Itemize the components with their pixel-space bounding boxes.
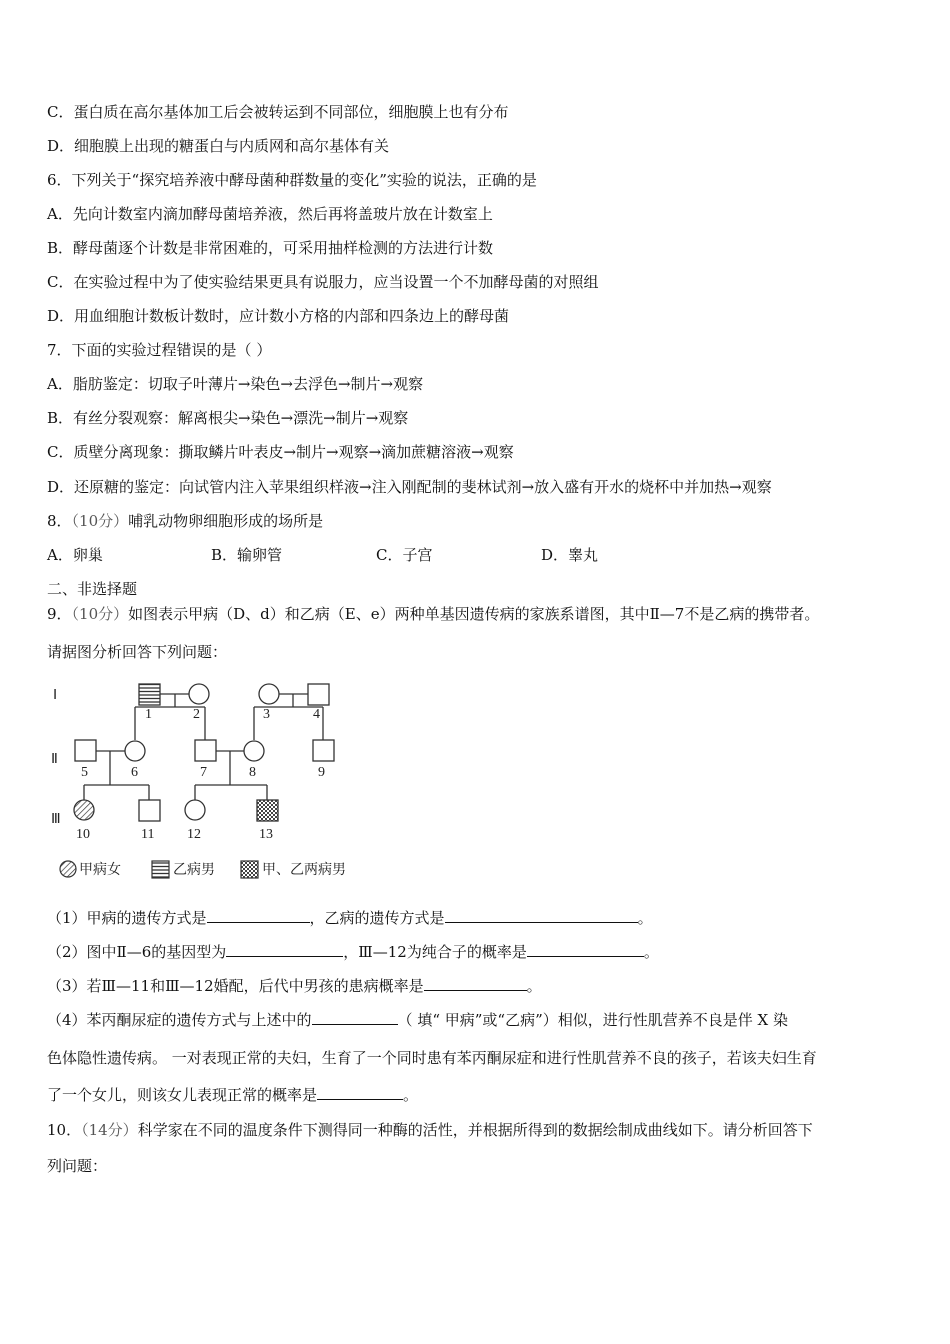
- q10-number: 10．: [47, 1121, 82, 1139]
- q8-stem-line: [47, 511, 323, 531]
- legend-male-b-symbol: [152, 861, 169, 878]
- individual-8-female: [244, 741, 264, 761]
- individual-3-female: [259, 684, 279, 704]
- q7-option-a: A．脂肪鉴定：切取子叶薄片→染色→去浮色→制片→观察: [47, 375, 424, 393]
- label-2: 2: [193, 707, 200, 722]
- legend-male-ab-symbol: [241, 861, 258, 878]
- q6-option-d: D．用血细胞计数板计数时，应计数小方格的内部和四条边上的酵母菌: [47, 307, 510, 325]
- generation-label-ii: Ⅱ: [51, 752, 58, 767]
- label-5: 5: [81, 765, 88, 780]
- q9-stem-line: [47, 604, 819, 624]
- individual-11-male: [139, 800, 160, 821]
- q9-stem-2: 请据图分析回答下列问题：: [47, 643, 228, 661]
- q9-sub4-text-a: （4）苯丙酮尿症的遗传方式与上述中的: [47, 1011, 312, 1029]
- q10-stem: 科学家在不同的温度条件下测得同一种酶的活性，并根据所得到的数据绘制成曲线如下。请分析回答下: [137, 1121, 813, 1139]
- q9-sub4-blank-2[interactable]: [317, 1085, 403, 1100]
- q10-stem-2: 列问题：: [47, 1157, 108, 1175]
- label-11: 11: [141, 827, 155, 842]
- q6-option-a: A．先向计数室内滴加酵母菌培养液，然后再将盖玻片放在计数室上: [47, 205, 493, 223]
- q9-sub4-line2: 色体隐性遗传病。 一对表现正常的夫妇，生育了一个同时患有苯丙酮尿症和进行性肌营养不良的孩子，若该夫妇生育: [47, 1049, 817, 1067]
- q5-option-d: D．细胞膜上出现的糖蛋白与内质网和高尔基体有关: [47, 137, 390, 155]
- individual-2-female: [189, 684, 209, 704]
- q8-option-a: A．卵巢: [47, 546, 103, 564]
- individual-10-affected-female-a: [74, 800, 94, 820]
- individual-4-male: [308, 684, 329, 705]
- label-3: 3: [263, 707, 270, 722]
- q9-sub1-text-c: 。: [637, 909, 653, 927]
- q7-stem: 7．下面的实验过程错误的是（ ）: [47, 341, 272, 359]
- pedigree-chart: [47, 676, 377, 886]
- q8-number: 8．: [47, 512, 72, 530]
- q8-option-d: D．睾丸: [541, 546, 599, 564]
- q9-sub3-text-a: （3）若Ⅲ—11和Ⅲ—12婚配，后代中男孩的患病概率是: [47, 977, 424, 995]
- generation-label-i: Ⅰ: [53, 688, 58, 703]
- q9-sub1-text-a: （1）甲病的遗传方式是: [47, 909, 207, 927]
- q9-sub4-text-d: 了一个女儿，则该女儿表现正常的概率是: [47, 1086, 318, 1104]
- label-12: 12: [187, 827, 201, 842]
- generation-label-iii: Ⅲ: [51, 812, 61, 827]
- q9-sub2-blank-2[interactable]: [527, 942, 644, 957]
- q9-sub1-text-b: ，乙病的遗传方式是: [309, 909, 445, 927]
- legend-male-ab-label: 甲、乙两病男: [262, 863, 346, 878]
- label-10: 10: [76, 827, 90, 842]
- q6-option-b: B．酵母菌逐个计数是非常困难的，可采用抽样检测的方法进行计数: [47, 239, 494, 257]
- section-heading: 二、非选择题: [47, 580, 138, 598]
- q9-sub1-blank-2[interactable]: [445, 908, 638, 923]
- label-1: 1: [145, 707, 152, 722]
- legend-female-a-symbol: [60, 861, 76, 877]
- q9-sub2-text-c: 。: [643, 943, 659, 961]
- individual-13-affected-male-ab: [257, 800, 278, 821]
- q10-score: （14分）: [81, 1121, 138, 1139]
- q9-sub4-blank-1[interactable]: [312, 1010, 398, 1025]
- q9-sub2-text-b: ，Ⅲ—12为纯合子的概率是: [343, 943, 527, 961]
- q9-sub2: [47, 942, 659, 962]
- q8-option-b: B．输卵管: [211, 546, 283, 564]
- q8-option-c: C．子宫: [376, 546, 433, 564]
- individual-1-affected-male-b: [139, 684, 160, 705]
- q5-option-c: C．蛋白质在高尔基体加工后会被转运到不同部位，细胞膜上也有分布: [47, 103, 509, 121]
- label-6: 6: [131, 765, 138, 780]
- label-9: 9: [318, 765, 325, 780]
- q9-number: 9．: [47, 605, 72, 623]
- individual-6-female: [125, 741, 145, 761]
- q9-sub4-line3: [47, 1085, 418, 1105]
- q9-sub1-blank-1[interactable]: [207, 908, 310, 923]
- q9-sub3: [47, 976, 542, 996]
- legend-male-b-label: 乙病男: [173, 863, 215, 878]
- label-8: 8: [249, 765, 256, 780]
- q9-sub2-text-a: （2）图中Ⅱ—6的基因型为: [47, 943, 227, 961]
- individual-5-male: [75, 740, 96, 761]
- q8-score: （10分）: [71, 512, 129, 530]
- individual-12-female: [185, 800, 205, 820]
- q7-option-c: C．质壁分离现象：撕取鳞片叶表皮→制片→观察→滴加蔗糖溶液→观察: [47, 443, 514, 461]
- q9-sub2-blank-1[interactable]: [226, 942, 343, 957]
- q6-option-c: C．在实验过程中为了使实验结果更具有说服力，应当设置一个不加酵母菌的对照组: [47, 273, 599, 291]
- q9-stem: 如图表示甲病（D、d）和乙病（E、e）两种单基因遗传病的家族系谱图，其中Ⅱ—7不是乙病的携带者。: [128, 605, 820, 623]
- q7-option-b: B．有丝分裂观察：解离根尖→染色→漂洗→制片→观察: [47, 409, 409, 427]
- q7-option-d: D．还原糖的鉴定：向试管内注入苹果组织样液→注入刚配制的斐林试剂→放入盛有开水的烧杯中并加热→观察: [47, 478, 772, 496]
- q10-stem-line: [47, 1120, 813, 1140]
- q6-stem: 6．下列关于“探究培养液中酵母菌种群数量的变化”实验的说法，正确的是: [47, 171, 537, 189]
- q8-stem: 哺乳动物卵细胞形成的场所是: [128, 512, 324, 530]
- label-7: 7: [200, 765, 207, 780]
- q9-sub1: [47, 908, 653, 928]
- q9-sub3-text-b: 。: [526, 977, 542, 995]
- legend-female-a-label: 甲病女: [79, 863, 121, 878]
- individual-9-male: [313, 740, 334, 761]
- q9-score: （10分）: [71, 605, 129, 623]
- individual-7-male: [195, 740, 216, 761]
- label-4: 4: [313, 707, 320, 722]
- label-13: 13: [259, 827, 273, 842]
- q9-sub4: [47, 1010, 788, 1030]
- q9-sub4-text-e: 。: [403, 1086, 419, 1104]
- q9-sub4-text-b: （ 填“ 甲病”或“乙病”）相似，进行性肌营养不良是伴 X 染: [397, 1011, 788, 1029]
- q9-sub3-blank-1[interactable]: [424, 976, 527, 991]
